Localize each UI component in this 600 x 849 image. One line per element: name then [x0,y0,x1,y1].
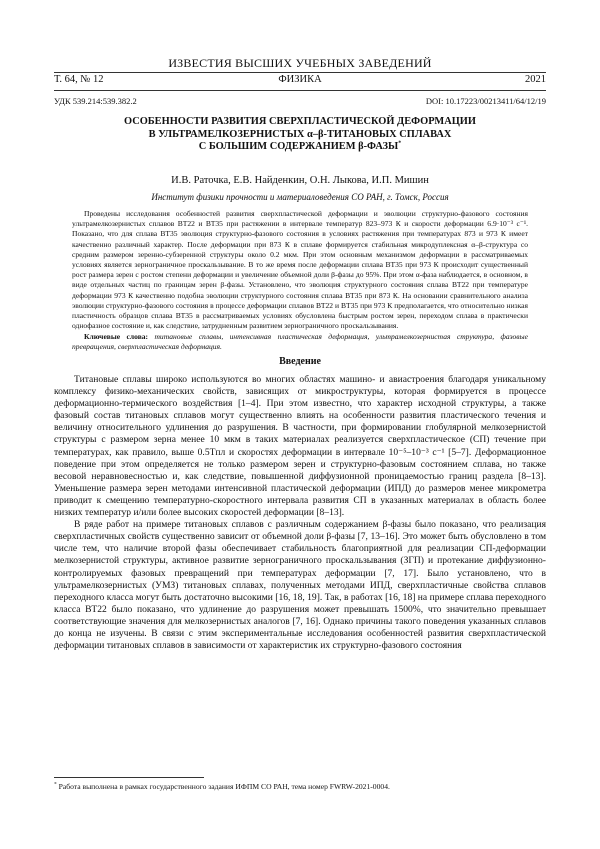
header-rule-top [54,72,546,73]
issue-row [54,74,546,88]
article-title [54,116,546,154]
journal-title: ИЗВЕСТИЯ ВЫСШИХ УЧЕБНЫХ ЗАВЕДЕНИЙ [168,56,432,70]
journal-subject: ФИЗИКА [278,74,322,85]
footnote-text: Работа выполнена в рамках государственного задания ИФПМ СО РАН, тема номер FWRW-2021-0004. [58,782,390,791]
title-line: С БОЛЬШИМ СОДЕРЖАНИЕМ β-ФАЗЫ* [198,140,402,152]
section-heading-introduction: Введение [279,356,321,367]
title-line: В УЛЬТРАМЕЛКОЗЕРНИСТЫХ α–β-ТИТАНОВЫХ СПЛАВАХ [148,128,452,140]
header-rule-bottom [54,90,546,91]
body-text [54,374,546,652]
authors: И.В. Раточка, Е.В. Найденкин, О.Н. Лыкова, И.П. Мишин [171,175,429,186]
keywords-list: титановые сплавы, интенсивная пластическая деформация, ультрамелкозернистая структура, фазовые превращения, сверхпластическая деформация. [72,332,528,352]
keywords-label: Ключевые слова: [84,332,149,341]
volume-number: Т. 64, № 12 [54,74,104,85]
keywords [72,332,528,352]
title-footnote-mark: * [398,140,402,147]
paragraph: Титановые сплавы широко используются во многих областях машино- и авиастроения благодаря уникальному комплексу физико-механических свойств, зависящих от микроструктуры, которая формируется в процессе деформационно-термического воздействия [1–4]. При этом известно, что характер исходной структуры, а также фазовый состав титановых сплавов могут существенно влиять на особенности развития пластического течения и величину относительного удлинения до разрушения. В частности, при формировании глобулярной мелкозернистой структуры с размером зерна менее 10 мкм в таких материалах реализуется сверхпластическое (СП) течение при температурах, как правило, выше 0.5Tпл и скоростях деформации в интервале 10⁻⁵–10⁻³ с⁻¹ [5–7]. Деформационное поведение при этом определяется не только размером зерен и структурно-фазовым состоянием сплава, но также весовой неравновесностью и, как следствие, повышенной диффузионной проницаемостью границ раздела [8–13]. Уменьшение размера зерен методами интенсивной пластической деформации (ИПД) до размеров менее микрометра приводит к смещению температурно-скоростного интервала развития СП в указанных материалах в область более низких температур и/или более высоких скоростей деформации [8–13]. [54,374,546,519]
abstract: Проведены исследования особенностей развития сверхпластической деформации и эволюции структурно-фазового состояния ультрамелкозернистых сплавов ВТ22 и ВТ35 при растяжении в интервале температур 823–973 К и скорости деформации 6.9·10⁻³ с⁻¹. Показано, что для сплава ВТ35 эволюция структурно-фазового состояния в условиях растяжения при температурах 873 и 973 К имеет качественно различный характер. После деформации при 873 К в сплаве формируется стабильная микродуплексная α–β-структура со средним размером зеренно-субзеренной структуры около 0.2 мкм. При этом основным механизмом деформации в рассматриваемых условиях является зернограничное проскальзывание. В то же время после деформации сплава ВТ35 при 973 К происходит существенный рост размера зерен с ростом степени деформации и увеличение объемной доли β-фазы до 95%. При этом α-фаза наблюдается, в основном, в виде отдельных частиц по границам зерен β-фазы. Установлено, что эволюция структурного состояния сплава ВТ22 при температуре деформации 973 К качественно подобна эволюции структурного состояния сплава ВТ35 при 873 К. На основании сравнительного анализа эволюции структурно-фазового состояния в процессе деформации сплавов ВТ22 и ВТ35 при 973 К предполагается, что относительно низкая пластичность образцов сплава ВТ35 в рассматриваемых условиях обусловлена быстрым ростом зерен, переходом сплава в практически однофазное состояние и, как следствие, затрудненным развитием зернограничного проскальзывания. [72,209,528,331]
footnote [54,782,546,791]
title-line: ОСОБЕННОСТИ РАЗВИТИЯ СВЕРХПЛАСТИЧЕСКОЙ ДЕФОРМАЦИИ [124,116,476,127]
footnote-rule [54,777,204,778]
paragraph: В ряде работ на примере титановых сплавов с различным содержанием β-фазы было показано, что реализация сверхпластичных свойств существенно зависит от объемной доли β-фазы [7, 13–16]. Это может быть обусловлено в том числе тем, что наличие второй фазы обеспечивает стабильность благоприятной для реализации СП-деформации мелкозернистой структуры, активное развитие зернограничного проскальзывания (ЗГП) и протекание диффузионно-контролируемых фазовых превращений при температурах деформации [7, 17]. Было установлено, что в ультрамелкозернистых (УМЗ) титановых сплавах, полученных методами ИПД, сверхпластичные свойства сплавов переходного класса могут быть достаточно высокими [16, 18, 19]. Так, в работах [16, 18] на примере сплава переходного класса ВТ22 было показано, что удлинение до разрушения может превышать 1500%, что значительно превышает соответствующие значения для мелкозернистых аналогов [7, 16]. Однако причины такого поведения указанных сплавов до конца не изучены. В связи с этим экспериментальные исследования особенностей развития сверхпластической деформации титановых сплавов в зависимости от характеристик их структурно-фазового состояния [54,519,546,652]
publication-year: 2021 [525,74,546,85]
doi: DOI: 10.17223/00213411/64/12/19 [425,96,546,106]
footnote-mark: * [54,781,57,788]
udk-code: УДК 539.214:539.382.2 [54,96,137,106]
affiliation: Институт физики прочности и материаловедения СО РАН, г. Томск, Россия [151,192,449,202]
